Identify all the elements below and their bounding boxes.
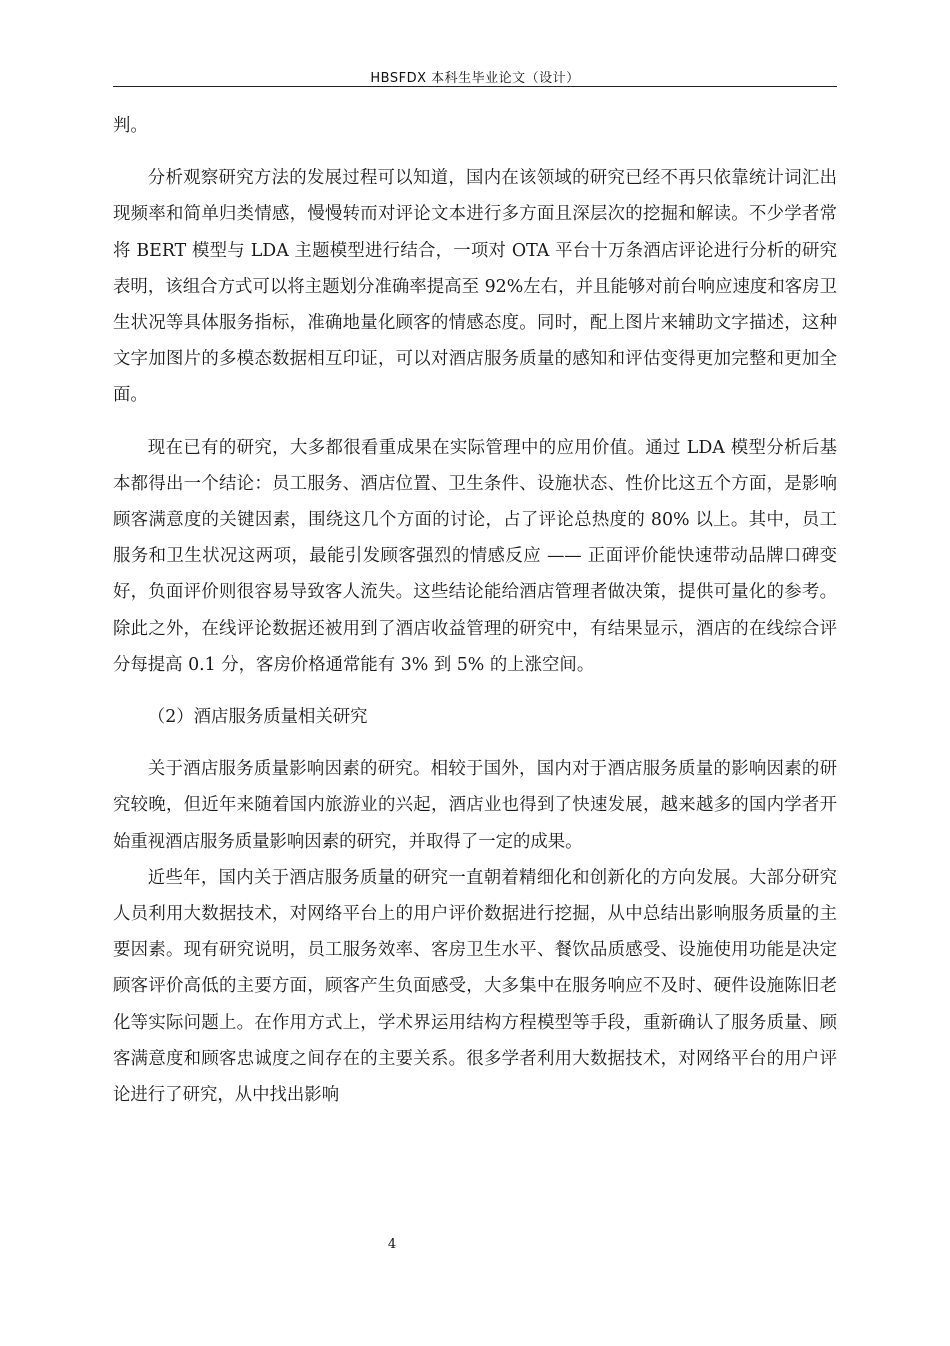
paragraph-application-value: 现在已有的研究，大多都很看重成果在实际管理中的应用价值。通过 LDA 模型分析后基本都得出一个结论：员工服务、酒店位置、卫生条件、设施状态、性价比这五个方面，是影响顾客满意度的关键因素，围绕这几个方面的讨论，占了评论总热度的 80% 以上。其中，员工服务和卫生状况这两项，最能引发顾客强烈的情感反应 —— 正面评价能快速带动品牌口碑变好，负面评价则很容易导致客人流失。这些结论能给酒店管理者做决策，提供可量化的参考。除此之外，在线评论数据还被用到了酒店收益管理的研究中，有结果显示，酒店的在线综合评分每提高 0.1 分，客房价格通常能有 3% 到 5% 的上涨空间。 [113, 437, 837, 675]
paragraph-methods-development: 分析观察研究方法的发展过程可以知道，国内在该领域的研究已经不再只依靠统计词汇出现频率和简单归类情感，慢慢转而对评论文本进行多方面且深层次的挖掘和解读。不少学者常将 BERT 模型与 LDA 主题模型进行结合，一项对 OTA 平台十万条酒店评论进行分析的研究表明，该组合方式可以将主题划分准确率提高至 92%左右，并且能够对前台响应速度和客房卫生状况等具体服务指标，准确地量化顾客的情感态度。同时，配上图片来辅助文字描述，这种文字加图片的多模态数据相互印证，可以对酒店服务质量的感知和评估变得更加完整和更加全面。 [113, 168, 837, 406]
paragraph-recent-research: 近些年，国内关于酒店服务质量的研究一直朝着精细化和创新化的方向发展。大部分研究人员利用大数据技术，对网络平台上的用户评价数据进行挖掘，从中总结出影响服务质量的主要因素。现有研究说明，员工服务效率、客房卫生水平、餐饮品质感受、设施使用功能是决定顾客评价高低的主要方面，顾客产生负面感受，大多集中在服务响应不及时、硬件设施陈旧老化等实际问题上。在作用方式上，学术界运用结构方程模型等手段，重新确认了服务质量、顾客满意度和顾客忠诚度之间存在的主要关系。很多学者利用大数据技术，对网络平台的用户评论进行了研究，从中找出影响 [113, 867, 837, 1106]
page-number: 4 [387, 1237, 397, 1252]
paragraph-influencing-factors: 关于酒店服务质量影响因素的研究。相较于国外，国内对于酒店服务质量的影响因素的研究较晚，但近年来随着国内旅游业的兴起，酒店业也得到了快速发展，越来越多的国内学者开始重视酒店服务质量影响因素的研究，并取得了一定的成果。 [113, 759, 837, 852]
page-body [113, 108, 837, 1113]
paragraph-continuation: 判。 [113, 116, 148, 136]
header-divider [113, 86, 837, 87]
section-subheading: （2）酒店服务质量相关研究 [147, 707, 368, 728]
page-header: HBSFDX 本科生毕业论文（设计） [370, 71, 580, 86]
